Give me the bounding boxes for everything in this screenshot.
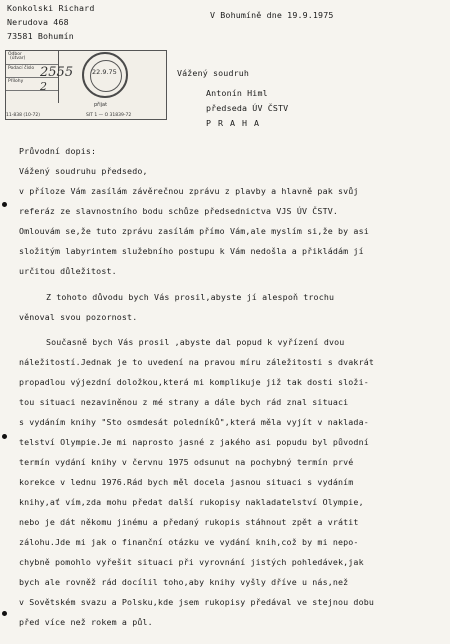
body-line: určitou důležitost.: [19, 266, 117, 276]
recipient-title: předseda ÚV ČSTV: [206, 103, 289, 113]
body-line: věnoval svou pozornost.: [19, 312, 138, 322]
stamp-label-odbor: Odbor: [8, 52, 22, 57]
body-line: nebo je dát někomu jinému a předaný rukopis stáhnout zpět a vrátit: [19, 517, 359, 527]
body-line: referáz ze slavnostního bodu schůze předsednictva VJS ÚV ČSTV.: [19, 206, 338, 216]
body-line: korekce v lednu 1976.Rád bych měl docela jasnou situaci s vydáním: [19, 477, 354, 487]
letter-subject: Průvodní dopis:: [19, 146, 97, 156]
sender-city: 73581 Bohumín: [7, 31, 74, 41]
body-line: v příloze Vám zasílám závěrečnou zprávu z plavby a hlavně pak svůj: [19, 186, 359, 196]
recipient-city: P R A H A: [206, 118, 260, 128]
body-line: telství Olympie.Je mi naprosto jasné z jakého asi popudu byl původní: [19, 437, 369, 447]
sender-street: Nerudova 468: [7, 17, 69, 27]
stamp-row-empty: [6, 90, 58, 103]
stamp-received-label: přijat: [94, 102, 108, 108]
body-line: chybně pomohlo vyřešit situaci při vyrovnání jistých pohledávek,jak: [19, 557, 364, 567]
punch-hole: [2, 202, 7, 207]
body-line: v Sovětském svazu a Polsku,kde jsem rukopisy předával ve stejnou dobu: [19, 597, 375, 607]
body-line: Současně bych Vás prosil ,abyste dal popud k vyřízení dvou: [46, 337, 345, 347]
body-line: Vážený soudruhu předsedo,: [19, 166, 148, 176]
stamp-form-left: 11-838 (10-72): [6, 113, 40, 118]
body-line: náležitostí.Jednak je to uvedení na pravou míru záležitosti s dvakrát: [19, 357, 375, 367]
body-line: propadlou výjezdní doložkou,která mi komplikuje již tak dosti složi-: [19, 377, 369, 387]
stamp-date: 22.9.75: [92, 68, 117, 76]
body-line: složitým labyrintem služebního postupu k Vám nedošla a přikládám jí: [19, 246, 364, 256]
body-line: termín vydání knihy v červnu 1975 odsunut na pochybný termín prvé: [19, 457, 354, 467]
stamp-label-podaci: Podací: [8, 66, 23, 71]
body-line: bych ale rovněž rád docílil toho,aby knihy vyšly dříve u nás,než: [19, 577, 349, 587]
stamp-label-utvar: (útvar): [10, 56, 26, 61]
stamp-handwritten-number: 2555: [40, 65, 74, 80]
stamp-label-cislo: číslo: [24, 66, 35, 71]
body-line: knihy,ať vím,zda mohu předat další rukopisy nakladatelství Olympie,: [19, 497, 364, 507]
stamp-form-right: SIT 1 — O 31839-72: [86, 113, 132, 118]
body-line: tou situaci nezaviněnou z mé strany a dále bych rád znal situaci: [19, 397, 349, 407]
stamp-handwritten-annex: 2: [40, 80, 47, 93]
recipient-name: Antonín Himl: [206, 88, 268, 98]
punch-hole: [2, 611, 7, 616]
letter-date: V Bohumíně dne 19.9.1975: [210, 10, 334, 20]
punch-hole: [2, 434, 7, 439]
body-line: Z tohoto důvodu bych Vás prosil,abyste jí alespoň trochu: [46, 292, 335, 302]
recipient-salutation: Vážený soudruh: [177, 68, 250, 78]
body-line: před více než rokem a půl.: [19, 617, 153, 627]
body-line: Omlouvám se,že tuto zprávu zasílám přímo Vám,ale myslím si,že by asi: [19, 226, 369, 236]
body-line: s vydáním knihy "Sto osmdesát poledníků",která měla vyjít v naklada-: [19, 417, 369, 427]
sender-name: Konkolski Richard: [7, 3, 95, 13]
stamp-label-prilohy: Přílohy: [8, 79, 24, 84]
body-line: zálohu.Jde mi jak o finanční otázku ve vydání knih,což by mi nepo-: [19, 537, 359, 547]
